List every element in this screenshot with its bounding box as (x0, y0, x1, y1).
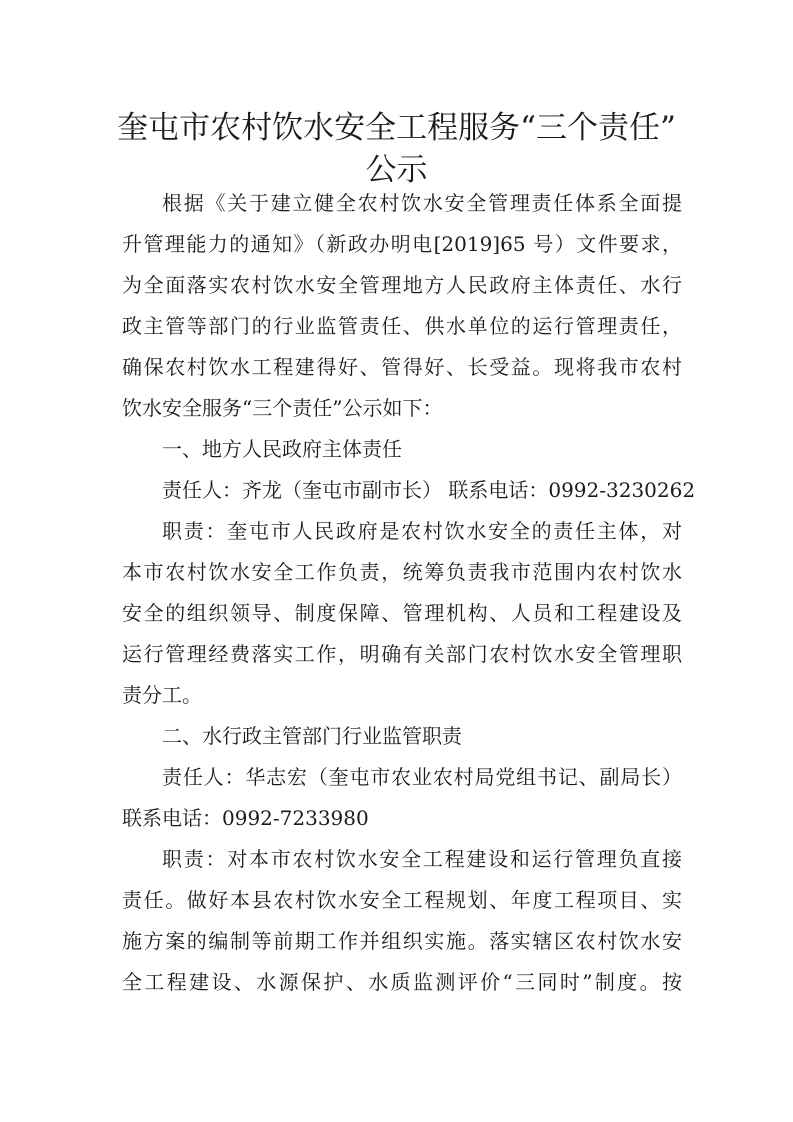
section-heading: 二、水行政主管部门行业监管职责 (162, 724, 462, 748)
responsible-person-line: 责任人：齐龙（奎屯市副市长） 联系电话：0992-3230262 (162, 478, 696, 502)
section-heading: 一、地方人民政府主体责任 (162, 437, 402, 461)
paragraph-line: 升管理能力的通知》（新政办明电[2019]65 号）文件要求， (122, 232, 682, 256)
paragraph-line: 职责：奎屯市人民政府是农村饮水安全的责任主体，对 (162, 519, 682, 543)
paragraph-line: 确保农村饮水工程建得好、管得好、长受益。现将我市农村 (122, 355, 682, 379)
paragraph-line: 本市农村饮水安全工作负责，统筹负责我市范围内农村饮水 (122, 560, 682, 584)
paragraph-line: 运行管理经费落实工作，明确有关部门农村饮水安全管理职 (122, 642, 682, 666)
contact-phone-line: 联系电话：0992-7233980 (122, 806, 369, 830)
paragraph-line: 饮水安全服务“三个责任”公示如下： (122, 396, 443, 420)
responsible-person-line: 责任人：华志宏（奎屯市农业农村局党组书记、副局长） (162, 765, 682, 789)
paragraph-line: 责任。做好本县农村饮水安全工程规划、年度工程项目、实 (122, 888, 682, 912)
paragraph-line: 政主管等部门的行业监管责任、供水单位的运行管理责任， (122, 314, 682, 338)
paragraph-line: 全工程建设、水源保护、水质监测评价“三同时”制度。按 (122, 970, 682, 994)
document-title-line-1: 奎屯市农村饮水安全工程服务“三个责任” (117, 110, 676, 146)
document-body (122, 183, 696, 1003)
paragraph-line: 施方案的编制等前期工作并组织实施。落实辖区农村饮水安 (122, 929, 682, 953)
paragraph-line: 责分工。 (122, 683, 202, 707)
paragraph-line: 根据《关于建立健全农村饮水安全管理责任体系全面提 (162, 191, 682, 215)
paragraph-line: 安全的组织领导、制度保障、管理机构、人员和工程建设及 (122, 601, 682, 625)
paragraph-line: 职责：对本市农村饮水安全工程建设和运行管理负直接 (162, 847, 682, 871)
document-title-line-2: 公示 (365, 152, 428, 188)
paragraph-line: 为全面落实农村饮水安全管理地方人民政府主体责任、水行 (122, 273, 682, 297)
